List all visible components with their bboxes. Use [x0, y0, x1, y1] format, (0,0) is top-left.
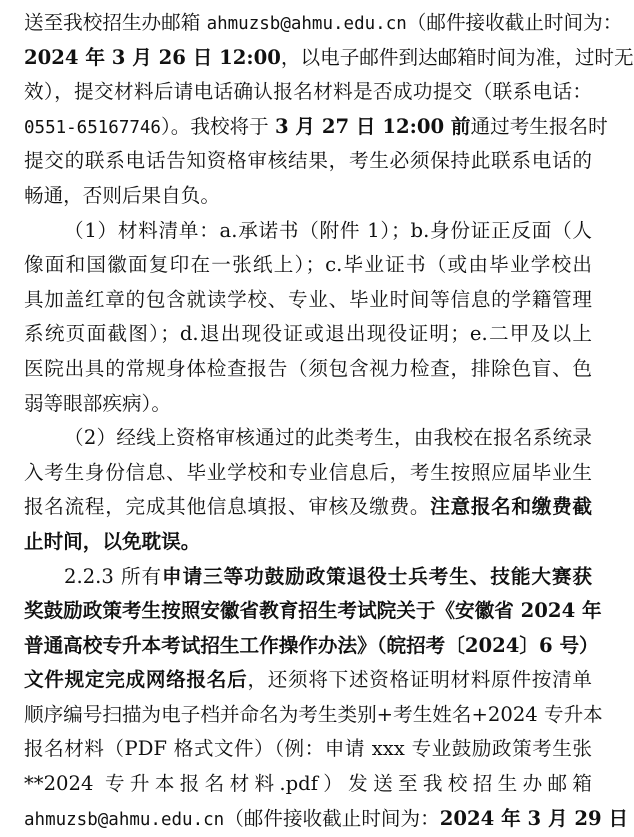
- bold-text-run: 2024 年 3 月 26 日 12:00: [24, 45, 281, 69]
- text-run: （2）经线上资格审核通过的此类考生，由我校在报名系统录: [64, 426, 592, 450]
- text-line: [24, 179, 592, 214]
- text-run: ）。我校将于: [160, 114, 275, 138]
- text-run: （邮件接收截止时间为：: [224, 806, 440, 830]
- text-run: 弱等眼部疾病）。: [24, 391, 171, 415]
- text-run: 2.2.3 所有: [64, 564, 163, 588]
- text-line: [24, 698, 603, 733]
- text-line: [24, 629, 599, 664]
- text-run: 报名流程，完成其他信息填报、审核及缴费。: [24, 495, 431, 519]
- text-run: 像面和国徽面复印在一张纸上）；c.毕业证书（或由毕业学校出: [24, 253, 592, 277]
- text-line: [24, 525, 592, 560]
- bold-text-run: 3 月 27 日 12:00 前: [274, 114, 471, 138]
- document-body: [24, 6, 634, 836]
- text-line: [24, 144, 592, 179]
- p4-section-2-2-3: [24, 560, 629, 837]
- text-run: 通过考生报名时: [470, 114, 608, 138]
- text-run: 具加盖红章的包含就读学校、专业、毕业时间等信息的学籍管理: [24, 287, 592, 311]
- text-run: 入考生身份信息、毕业学校和专业信息后，考生按照应届毕业生: [24, 460, 592, 484]
- text-line: [24, 421, 592, 456]
- text-line: [24, 248, 592, 283]
- text-line: [24, 110, 608, 145]
- bold-text-run: 申请三等功鼓励政策退役士兵考生、技能大赛获: [162, 564, 592, 588]
- text-run: 医院出具的常规身体检查报告（须包含视力检查，排除色盲、色: [24, 356, 592, 380]
- p3-online-review: [24, 421, 592, 559]
- text-line: [24, 594, 602, 629]
- text-line: [24, 214, 592, 249]
- text-line: [24, 802, 629, 837]
- text-run: 提交的联系电话告知资格审核结果，考生必须保持此联系电话的: [24, 149, 592, 173]
- bold-text-run: 2024 年 3 月 29 日: [439, 806, 629, 830]
- text-run: **2024 专升本报名材料.pdf）发送至我校招生办邮箱: [24, 772, 592, 796]
- text-line: [24, 560, 592, 595]
- bold-text-run: 止时间，以免耽误。: [24, 529, 201, 553]
- text-line: [24, 283, 592, 318]
- code-text-run: 0551-65167746: [24, 117, 161, 138]
- text-line: [24, 387, 592, 422]
- bold-text-run: 普通高校专升本考试招生工作操作办法》（皖招考〔2024〕6 号）: [24, 633, 599, 657]
- code-text-run: ahmuzsb@ahmu.edu.cn: [206, 14, 407, 34]
- text-line: [24, 75, 592, 110]
- text-line: [24, 317, 592, 352]
- text-line: [24, 663, 592, 698]
- bold-text-run: 奖鼓励政策考生按照安徽省教育招生考试院关于《安徽省 2024 年: [24, 599, 602, 623]
- text-run: ，还须将下述资格证明材料原件按清单: [247, 668, 593, 692]
- text-line: [24, 6, 623, 41]
- text-run: ，以电子邮件到达邮箱时间为准，过时无: [280, 45, 634, 69]
- text-line: [24, 352, 592, 387]
- text-run: 系统页面截图）；d.退出现役证或退出现役证明；e.二甲及以上: [24, 322, 592, 346]
- text-line: [24, 456, 592, 491]
- text-line: [24, 41, 634, 76]
- text-run: 效），提交材料后请电话确认报名材料是否成功提交（联系电话：: [24, 80, 592, 104]
- text-run: 送至我校招生办邮箱: [24, 11, 207, 34]
- bold-text-run: 文件规定完成网络报名后: [24, 668, 248, 692]
- text-run: 畅通，否则后果自负。: [24, 183, 220, 207]
- text-line: [24, 767, 592, 802]
- code-text-run: ahmuzsb@ahmu.edu.cn: [24, 809, 225, 830]
- text-line: [24, 490, 592, 525]
- text-run: （1）材料清单：a.承诺书（附件 1）；b.身份证正反面（人: [64, 218, 592, 242]
- text-run: 报名材料（PDF 格式文件）（例：申请 xxx 专业鼓励政策考生张: [24, 737, 592, 761]
- text-line: [24, 732, 592, 767]
- p1-deadline-notice: [24, 6, 634, 214]
- text-run: 顺序编号扫描为电子档并命名为考生类别+考生姓名+2024 专升本: [24, 702, 603, 726]
- text-run: （邮件接收截止时间为：: [406, 11, 623, 34]
- bold-text-run: 注意报名和缴费截: [430, 495, 593, 519]
- p2-material-list: [24, 214, 592, 422]
